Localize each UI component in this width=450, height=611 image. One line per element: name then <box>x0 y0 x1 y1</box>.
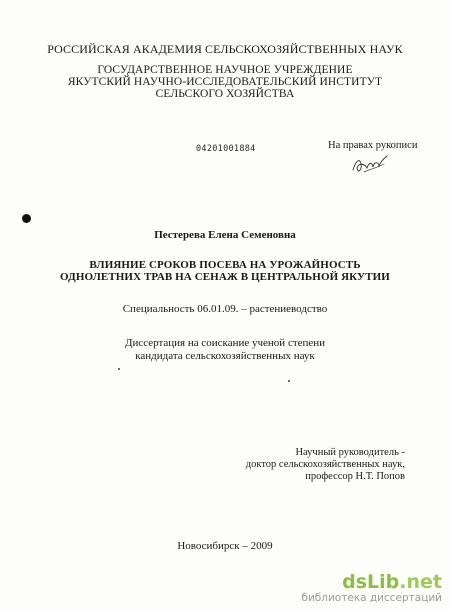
institution-line-2: ЯКУТСКИЙ НАУЧНО-ИССЛЕДОВАТЕЛЬСКИЙ ИНСТИТУТ <box>67 76 383 88</box>
dslib-logo <box>301 572 442 592</box>
thesis-title-line-2: ОДНОЛЕТНИХ ТРАВ НА СЕНАЖ В ЦЕНТРАЛЬНОЙ ЯКУТИИ <box>60 271 390 283</box>
institution-line-1: ГОСУДАРСТВЕННОЕ НАУЧНОЕ УЧРЕЖДЕНИЕ <box>97 64 353 76</box>
author-name: Пестерева Елена Семеновна <box>154 229 296 241</box>
scan-speck <box>288 380 290 382</box>
manuscript-rights-note: На правах рукописи <box>328 140 418 151</box>
logo-text-main: dsLib <box>342 571 400 593</box>
institution-line-3: СЕЛЬСКОГО ХОЗЯЙСТВА <box>155 88 295 100</box>
supervisor-line-1: Научный руководитель - <box>295 447 405 458</box>
thesis-title-line-1: ВЛИЯНИЕ СРОКОВ ПОСЕВА НА УРОЖАЙНОСТЬ <box>89 259 361 271</box>
registration-code: 04201001884 <box>196 144 256 154</box>
city-year: Новосибирск – 2009 <box>177 540 273 552</box>
dissertation-line-2: кандидата сельскохозяйственных наук <box>135 350 315 362</box>
specialty: Специальность 06.01.09. – растениеводство <box>122 303 328 315</box>
dslib-watermark <box>301 572 442 605</box>
handwritten-signature <box>350 150 390 180</box>
scan-speck <box>118 368 120 370</box>
supervisor-line-2: доктор сельскохозяйственных наук, <box>245 459 405 470</box>
supervisor-line-3: профессор Н.Т. Попов <box>305 471 405 482</box>
logo-text-domain: .net <box>399 571 442 593</box>
dissertation-line-1: Диссертация на соискание ученой степени <box>124 337 326 349</box>
watermark-subtitle: библиотека диссертаций <box>301 592 442 604</box>
academy-name: РОССИЙСКАЯ АКАДЕМИЯ СЕЛЬСКОХОЗЯЙСТВЕННЫХ НАУК <box>47 42 403 56</box>
bullet-mark <box>22 214 31 223</box>
